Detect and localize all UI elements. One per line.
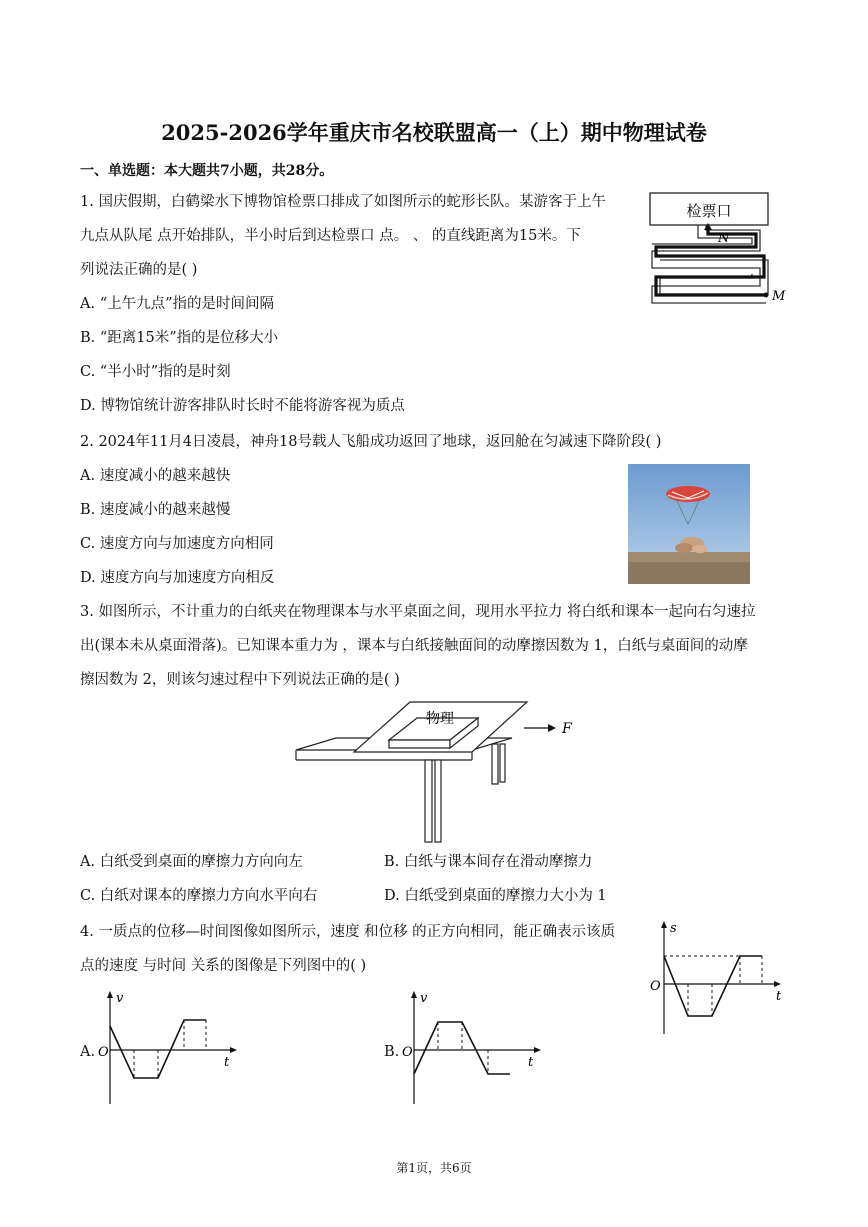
q3-stem-line2: 出(课本未从桌面滑落)。已知课本重力为 ，课本与白纸接触面间的动摩擦因数为 1，白纸与桌面间的动摩 <box>80 638 748 654</box>
a-origin: O <box>98 1045 109 1060</box>
q2-option-b: B. 速度减小的越来越慢 <box>80 502 231 518</box>
b-origin: O <box>402 1045 413 1060</box>
b-y-label: v <box>420 991 428 1006</box>
st-origin: O <box>650 979 661 994</box>
q2-option-c: C. 速度方向与加速度方向相同 <box>80 536 274 552</box>
q1-stem-line3: 列说法正确的是( ) <box>80 262 198 278</box>
q2-stem: 2. 2024年11月4日凌晨，神舟18号载人飞船成功返回了地球，返回舱在匀减速下降阶段( ) <box>80 434 662 450</box>
displacement-time-graph <box>648 920 788 1038</box>
q3-option-c: C. 白纸对课本的摩擦力方向水平向右 <box>80 888 318 904</box>
q1-stem-line2: 九点从队尾 点开始排队，半小时后到达检票口 点。 、 的直线距离为15米。下 <box>80 228 581 244</box>
q4-option-a-label: A. <box>80 1044 96 1060</box>
q1-option-b: B. “距离15米”指的是位移大小 <box>80 330 279 346</box>
book-paper-figure <box>292 694 582 844</box>
q3-option-b: B. 白纸与课本间存在滑动摩擦力 <box>384 854 593 870</box>
st-x-label: t <box>776 989 782 1004</box>
page-title: 2025-2026学年重庆市名校联盟高一（上）期中物理试卷 <box>161 120 707 145</box>
q1-option-d: D. 博物馆统计游客排队时长时不能将游客视为质点 <box>80 398 405 414</box>
q4-stem-line1: 4. 一质点的位移—时间图像如图所示，速度 和位移 的正方向相同，能正确表示该质 <box>80 924 616 940</box>
q3-option-a: A. 白纸受到桌面的摩擦力方向向左 <box>80 854 303 870</box>
ticket-gate-label: 检票口 <box>686 202 732 220</box>
capsule-landing-photo <box>628 464 750 584</box>
page-footer: 第1页，共6页 <box>396 1161 472 1175</box>
q4-stem-line2: 点的速度 与时间 关系的图像是下列图中的( ) <box>80 958 367 974</box>
queue-figure <box>648 190 790 310</box>
section-heading: 一、单选题：本大题共7小题，共28分。 <box>80 163 334 179</box>
q1-option-a: A. “上午九点”指的是时间间隔 <box>80 296 275 312</box>
q3-stem-line1: 3. 如图所示，不计重力的白纸夹在物理课本与水平桌面之间，现用水平拉力 将白纸和课本一起向右匀速拉 <box>80 604 756 620</box>
b-x-label: t <box>528 1055 534 1070</box>
q1-option-c: C. “半小时”指的是时刻 <box>80 364 231 380</box>
a-x-label: t <box>224 1055 230 1070</box>
q2-option-a: A. 速度减小的越来越快 <box>80 468 231 484</box>
queue-path <box>656 229 766 295</box>
q3-option-d: D. 白纸受到桌面的摩擦力大小为 1 <box>384 888 607 904</box>
a-y-label: v <box>116 991 124 1006</box>
q2-option-d: D. 速度方向与加速度方向相反 <box>80 570 275 586</box>
label-n: N <box>718 231 730 246</box>
book-label: 物理 <box>426 711 454 727</box>
st-y-label: s <box>670 921 677 936</box>
force-label: F <box>562 721 572 737</box>
q3-stem-line3: 擦因数为 2，则该匀速过程中下列说法正确的是( ) <box>80 672 400 688</box>
q4-option-b-label: B. <box>384 1044 400 1060</box>
label-m: M <box>772 289 786 304</box>
option-b-graph <box>398 986 548 1108</box>
option-a-graph <box>94 986 244 1108</box>
q1-stem-line1: 1. 国庆假期，白鹤梁水下博物馆检票口排成了如图所示的蛇形长队。某游客于上午 <box>80 194 606 210</box>
